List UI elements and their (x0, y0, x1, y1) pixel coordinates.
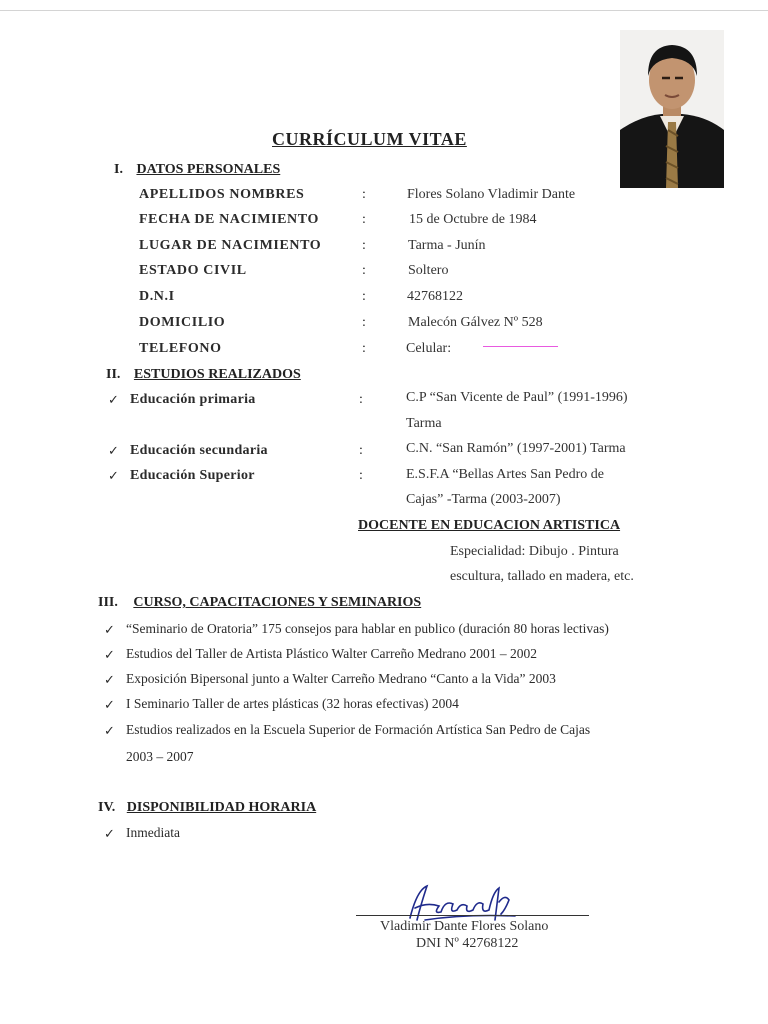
check-icon: ✓ (104, 826, 115, 841)
course-item: I Seminario Taller de artes plásticas (32 horas efectivas) 2004 (126, 696, 459, 711)
document-title: CURRÍCULUM VITAE (272, 129, 467, 149)
section-courses-heading (98, 595, 421, 611)
study-value: Cajas” -Tarma (2003-2007) (406, 492, 561, 507)
study-value: C.P “San Vicente de Paul” (1991-1996) (406, 390, 628, 405)
signature-line (356, 915, 589, 916)
check-icon: ✓ (104, 723, 115, 738)
colon: : (359, 443, 363, 458)
profile-photo (620, 30, 724, 188)
field-value: Flores Solano Vladimir Dante (407, 187, 576, 202)
course-item-continuation: 2003 – 2007 (126, 749, 194, 764)
study-value: E.S.F.A “Bellas Artes San Pedro de (406, 467, 604, 482)
field-value: Celular: (406, 341, 452, 356)
field-label: APELLIDOS NOMBRES (139, 187, 305, 202)
section-title: DISPONIBILIDAD HORARIA (126, 800, 317, 815)
signer-name: Vladimir Dante Flores Solano (380, 919, 549, 934)
colon: : (362, 187, 366, 202)
field-value: 15 de Octubre de 1984 (409, 212, 537, 227)
field-label: DOMICILIO (139, 315, 226, 330)
degree-specialty-line: escultura, tallado en madera, etc. (450, 569, 634, 584)
check-icon: ✓ (104, 622, 115, 637)
field-label: TELEFONO (139, 341, 222, 356)
section-number: IV. (98, 800, 116, 815)
signer-dni: DNI Nº 42768122 (416, 936, 519, 951)
field-label: ESTADO CIVIL (139, 263, 247, 278)
section-number: II. (106, 367, 121, 382)
section-availability-heading (98, 800, 316, 816)
phone-blank-line (483, 346, 558, 347)
section-title: CURSO, CAPACITACIONES Y SEMINARIOS (133, 595, 422, 610)
course-item: Estudios del Taller de Artista Plástico Walter Carreño Medrano 2001 – 2002 (126, 646, 538, 661)
check-icon: ✓ (104, 697, 115, 712)
section-number: III. (98, 595, 118, 610)
field-label: LUGAR DE NACIMIENTO (139, 238, 322, 253)
course-item: Exposición Bipersonal junto a Walter Carreño Medrano “Canto a la Vida” 2003 (126, 671, 556, 686)
study-value: C.N. “San Ramón” (1997-2001) Tarma (406, 441, 626, 456)
colon: : (362, 263, 366, 278)
course-item: “Seminario de Oratoria” 175 consejos para hablar en publico (duración 80 horas lectivas) (126, 621, 609, 636)
availability-item: Inmediata (126, 825, 180, 840)
section-title: DATOS PERSONALES (136, 162, 281, 177)
field-label: D.N.I (139, 289, 175, 304)
section-personal-heading (114, 162, 280, 178)
section-studies-heading (106, 367, 301, 383)
colon: : (362, 341, 366, 356)
section-number: I. (114, 162, 123, 177)
check-icon: ✓ (108, 468, 119, 483)
study-label: Educación primaria (130, 392, 256, 407)
degree-specialty-line: Especialidad: Dibujo . Pintura (450, 544, 619, 559)
colon: : (362, 315, 366, 330)
field-label: FECHA DE NACIMIENTO (139, 212, 319, 227)
colon: : (359, 392, 363, 407)
page-top-border (0, 10, 768, 11)
field-value: Malecón Gálvez Nº 528 (408, 315, 543, 330)
field-value: 42768122 (407, 289, 463, 304)
colon: : (362, 289, 366, 304)
study-label: Educación Superior (130, 468, 255, 483)
check-icon: ✓ (104, 647, 115, 662)
degree-title: DOCENTE EN EDUCACION ARTISTICA (358, 518, 621, 533)
section-title: ESTUDIOS REALIZADOS (133, 367, 301, 382)
check-icon: ✓ (104, 672, 115, 687)
check-icon: ✓ (108, 443, 119, 458)
field-value: Tarma - Junín (408, 238, 486, 253)
study-value: Tarma (406, 416, 442, 431)
colon: : (359, 468, 363, 483)
course-item: Estudios realizados en la Escuela Superior de Formación Artística San Pedro de Cajas (126, 722, 591, 737)
colon: : (362, 212, 366, 227)
field-value: Soltero (408, 263, 449, 278)
study-label: Educación secundaria (130, 443, 268, 458)
colon: : (362, 238, 366, 253)
check-icon: ✓ (108, 392, 119, 407)
